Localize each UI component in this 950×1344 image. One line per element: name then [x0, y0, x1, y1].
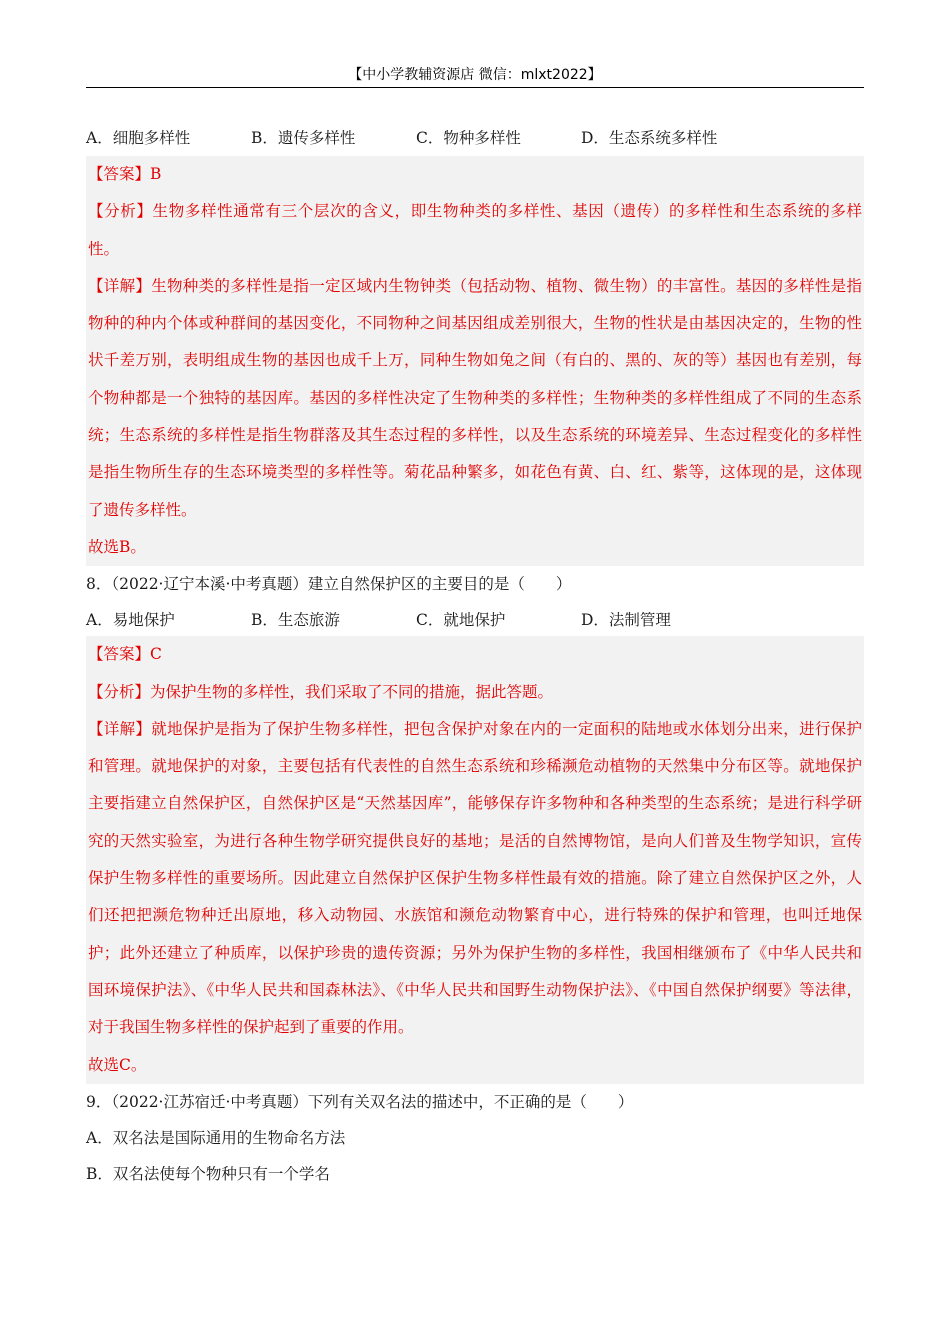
q9-option-a: A．双名法是国际通用的生物命名方法: [86, 1128, 346, 1147]
q8-solution: [86, 636, 864, 1084]
q8-option-c: C．就地保护: [416, 611, 506, 630]
q7-option-a: A．细胞多样性: [86, 129, 191, 147]
q8-detail: 【详解】就地保护是指为了保护生物多样性，把包含保护对象在内的一定面积的陆地或水体划分出来，进行保护和管理。就地保护的对象，主要包括有代表性的自然生态系统和珍稀濒危动植物的天然集中分布区等。就地保护主要指建立自然保护区，自然保护区是“天然基因库”，能够保存许多物种和各种类型的生态系统；是进行科学研究的天然实验室，为进行各种生物学研究提供良好的基地；是活的自然博物馆，是向人们普及生物学知识，宣传保护生物多样性的重要场所。因此建立自然保护区保护生物多样性最有效的措施。除了建立自然保护区之外，人们还把把濒危物种迁出原地，移入动物园、水族馆和濒危动物繁育中心，进行特殊的保护和管理，也叫迁地保护；此外还建立了种质库，以保护珍贵的遗传资源；另外为保护生物的多样性，我国相继颁布了《中华人民共和国环境保护法》、《中华人民共和国森林法》、《中华人民共和国野生动物保护法》、《中国自然保护纲要》等法律，对于我国生物多样性的保护起到了重要的作用。: [88, 719, 862, 1037]
page-header: 【中小学教辅资源店 微信：mlxt2022】: [348, 67, 602, 83]
q8-options: [86, 602, 864, 636]
q8-option-b: B．生态旅游: [251, 611, 340, 630]
q7-answer: 【答案】B: [88, 165, 162, 183]
document-body: [86, 118, 864, 1192]
q7-options: [86, 118, 864, 156]
q8-answer: 【答案】C: [88, 645, 162, 664]
q7-option-c: C．物种多样性: [416, 129, 521, 147]
q7-option-b: B．遗传多样性: [251, 129, 356, 147]
q8-analysis: 【分析】为保护生物的多样性，我们采取了不同的措施，据此答题。: [88, 682, 554, 701]
q7-analysis: 【分析】生物多样性通常有三个层次的含义，即生物种类的多样性、基因（遗传）的多样性和生态系统的多样性。: [88, 202, 862, 258]
q7-conclusion: 故选B。: [88, 537, 146, 556]
q8-option-d: D．法制管理: [581, 611, 671, 630]
q9-option-b: B．双名法使每个物种只有一个学名: [86, 1164, 330, 1183]
q7-solution: [86, 156, 864, 566]
q8-stem: 8．（2022·辽宁本溪·中考真题）建立自然保护区的主要目的是（ ）: [86, 575, 572, 594]
q7-option-d: D．生态系统多样性: [581, 129, 718, 147]
q8-conclusion: 故选C。: [88, 1055, 147, 1074]
header-rule: [86, 87, 864, 88]
q7-detail: 【详解】生物种类的多样性是指一定区域内生物钟类（包括动物、植物、微生物）的丰富性。基因的多样性是指物种的种内个体或种群间的基因变化，不同物种之间基因组成差别很大，生物的性状是由基因决定的，生物的性状千差万别，表明组成生物的基因也成千上万，同种生物如兔之间（有白的、黑的、灰的等）基因也有差别，每个物种都是一个独特的基因库。基因的多样性决定了生物种类的多样性；生物种类的多样性组成了不同的生态系统；生态系统的多样性是指生物群落及其生态过程的多样性，以及生态系统的环境差异、生态过程变化的多样性是指生物所生存的生态环境类型的多样性等。菊花品种繁多，如花色有黄、白、红、紫等，这体现的是，这体现了遗传多样性。: [88, 276, 862, 519]
q9-stem: 9．（2022·江苏宿迁·中考真题）下列有关双名法的描述中，不正确的是（ ）: [86, 1092, 634, 1111]
q8-option-a: A．易地保护: [86, 611, 175, 630]
